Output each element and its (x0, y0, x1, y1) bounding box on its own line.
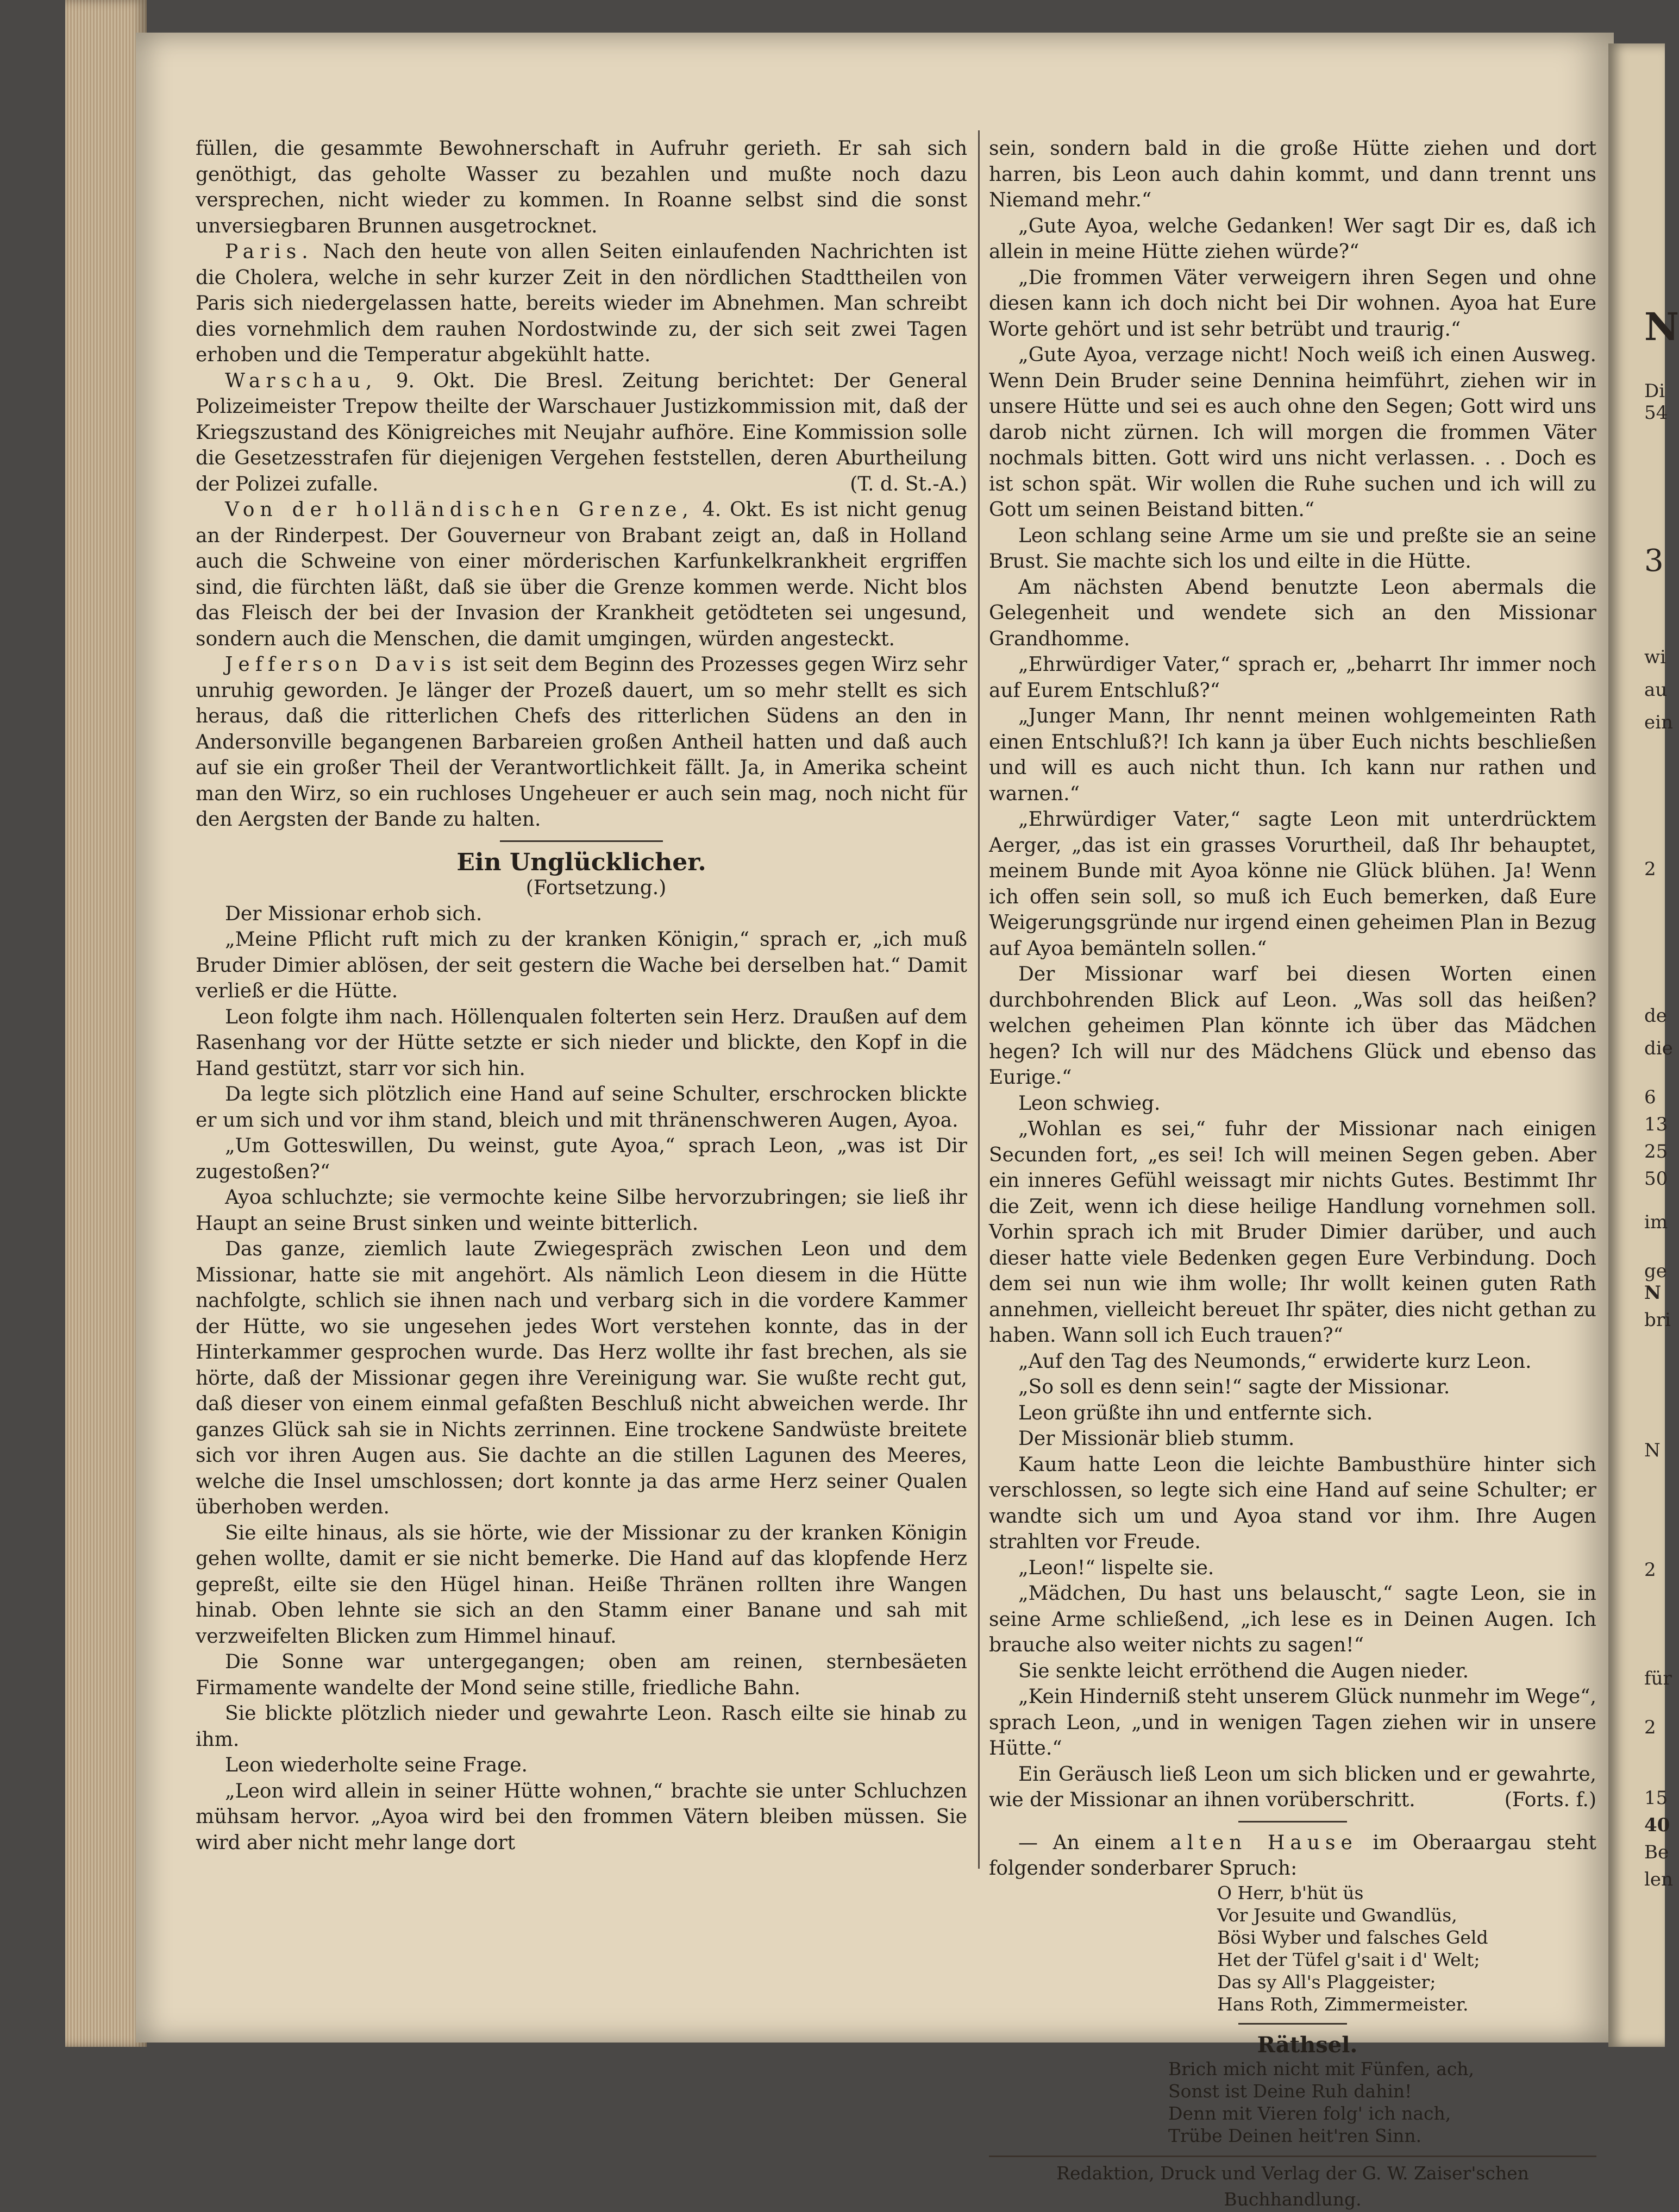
story-paragraph: „Leon!“ lispelte sie. (1018, 1556, 1214, 1579)
news-item-davis (196, 652, 967, 833)
spaced-text: alten Hause (1170, 1831, 1358, 1854)
story-paragraph: Leon schlang seine Arme um sie und preßte sie an seine Brust. Sie machte sich los und eilte in die Hütte. (989, 524, 1596, 573)
next-page-fragment: wi (1644, 646, 1666, 668)
next-page-fragment: 2 (1644, 858, 1656, 880)
story-paragraph: „Um Gotteswillen, Du weinst, gute Ayoa,“ sprach Leon, „was ist Dir zugestoßen?“ (196, 1135, 967, 1183)
story-text: Ein Geräusch ließ Leon um sich blicken und er gewahrte, wie der Missionar an ihnen vorüberschritt. (989, 1763, 1596, 1811)
next-page-fragment: len (1644, 1869, 1673, 1890)
column-divider (978, 130, 980, 1869)
story-paragraph: Sie eilte hinaus, als sie hörte, wie der Missionar zu der kranken Königin gehen wollte, damit er sie nicht bemerke. Die Hand auf das klopfende Herz gepreßt, eilte sie den Hügel hinan. Heiße Thränen rollten ihre Wangen hinab. Oben lehnte sie sich an den Stamm einer Banane und sah mit verzweifelten Blicken zum Himmel hinauf. (196, 1522, 967, 1648)
verse-line: O Herr, b'hüt üs (1217, 1882, 1364, 1903)
story-paragraph: Der Missionar warf bei diesen Worten einen durchbohrenden Blick auf Leon. „Was soll das heißen? welchen geheimen Plan könnte ich über das Mädchen hegen? Ich will nur des Mädchens Glück und ebenso das Eurige.“ (989, 963, 1596, 1089)
next-page-fragment: Di (1644, 380, 1665, 402)
news-text: Nach den heute von allen Seiten einlaufenden Nachrichten ist die Cholera, welche in sehr kurzer Zeit in den nördlichen Stadttheilen von Paris sich niedergelassen hatte, bereits wieder im Abnehmen. Man schreibt dies vornehmlich dem rauhen Nordostwinde zu, der sich seit zwei Tagen erhoben und die Temperatur abgekühlt hatte. (196, 241, 967, 366)
story-paragraph: „Wohlan es sei,“ fuhr der Missionar nach einigen Secunden fort, „es sei! Ich will meinen Segen geben. Aber ein inneres Gefühl weissagt mir nichts Gutes. Bestimmt Ihr die Zeit, wenn ich diese heilige Handlung vornehmen soll. Vorhin sprach ich mit Bruder Dimier darüber, und auch dieser hatte viele Bedenken gegen Eure Verbindung. Doch dem sei nun wie ihm wolle; Ihr wollt keinen guten Rath annehmen, vielleicht bereuet Ihr später, dies nicht gethan zu haben. Wann soll ich Euch trauen?“ (989, 1118, 1596, 1347)
house-saying-verse (1217, 1882, 1596, 2015)
imprint: Redaktion, Druck und Verlag der G. W. Zaiser'schen Buchhandlung. (1056, 2163, 1529, 2210)
left-column (196, 136, 967, 1856)
next-page-fragment: für (1644, 1668, 1672, 1689)
story-paragraph: Sie blickte plötzlich nieder und gewahrte Leon. Rasch eilte sie hinab zu ihm. (196, 1702, 967, 1751)
story-title: Ein Unglücklicher. (456, 848, 706, 876)
news-item-holland (196, 497, 967, 652)
next-page-fragment: N (1644, 1440, 1661, 1461)
story-paragraph: Der Missionär blieb stumm. (1018, 1428, 1295, 1450)
news-source: (T. d. St.-A.) (850, 473, 967, 495)
next-page-fragment: 3 (1644, 543, 1664, 579)
story-paragraph: „Gute Ayoa, welche Gedanken! Wer sagt Dir es, daß ich allein in meine Hütte ziehen würde?“ (989, 215, 1596, 263)
next-page-fragment: 15 (1644, 1787, 1668, 1809)
story-paragraph: Leon folgte ihm nach. Höllenqualen folterten sein Herz. Draußen auf dem Rasenhang vor der Hütte setzte er sich nieder und blickte, den Kopf in die Hand gestützt, starr vor sich hin. (196, 1006, 967, 1080)
riddle-title: Räthsel. (1257, 2032, 1358, 2058)
dash-text: — An einem (1018, 1831, 1155, 1854)
saying-intro (989, 1830, 1596, 1882)
story-paragraph: „Ehrwürdiger Vater,“ sagte Leon mit unterdrücktem Aerger, „das ist ein grasses Vorurtheil, daß Ihr behauptet, meinem Bunde mit Ayoa könne nie Glück blühen. Ja! Wenn ich offen sein soll, so muß ich Euch bemerken, daß Eure Weigerungsgründe nur irgend einen geheimen Plan in Bezug auf Ayoa bemänteln sollen.“ (989, 808, 1596, 960)
next-page-fragment: ein (1644, 712, 1673, 733)
story-paragraph: Leon schwieg. (1018, 1092, 1161, 1115)
story-paragraph: Die Sonne war untergegangen; oben am reinen, sternbesäeten Firmamente wandelte der Mond seine stille, friedliche Bahn. (196, 1651, 967, 1699)
verse-line: Sonst ist Deine Ruh dahin! (1168, 2081, 1412, 2102)
next-page-fragment: 40 (1644, 1814, 1670, 1836)
story-paragraph: Das ganze, ziemlich laute Zwiegespräch zwischen Leon und dem Missionar, hatte sie mit angehört. Als nämlich Leon diesem in die Hütte nachfolgte, schlich sie ihnen nach und verbarg sich in die vordere Kammer der Hütte, wo sie ungesehen jedes Wort verstehen konnte, das in der Hinterkammer gesprochen wurde. Das Herz wollte ihr fast brechen, als sie hörte, daß der Missionar gegen ihre Vereinigung war. Sie wußte recht gut, daß dieser von einem einmal gefaßten Beschluß nicht abweichen werde. Ihr ganzes Glück sah sie in Nichts zerrinnen. Eine trockene Sandwüste breitete sich vor ihren Augen aus. Sie dachte an die stillen Lagunen des Meeres, welche die Insel umschlossen; dort konnte ja das arme Herz seiner Qualen überhoben werden. (196, 1238, 967, 1518)
story-paragraph: Sie senkte leicht erröthend die Augen nieder. (1018, 1660, 1469, 1682)
news-text: ist seit dem Beginn des Prozesses gegen Wirz sehr unruhig geworden. Je länger der Prozeß dauert, um so mehr stellt es sich heraus, daß die ritterlichen Chefs des ritterlichen Südens an den in Andersonville begangenen Barbareien großen Antheil hatten und daß auch auf sie ein großer Theil der Verantwortlichkeit fällt. Ja, in Amerika scheint man den Wirz, so ein ruchloses Ungeheuer er auch sein mag, noch nicht für den Aergsten der Bande zu halten. (196, 653, 967, 831)
next-page-fragment: bri (1644, 1309, 1671, 1331)
dateline: Paris. (225, 241, 314, 263)
story-subtitle: (Fortsetzung.) (525, 877, 667, 899)
next-page-fragment: ge (1644, 1260, 1667, 1282)
story-paragraph: „Leon wird allein in seiner Hütte wohnen,“ brachte sie unter Schluchzen mühsam hervor. „Ayoa wird bei den frommen Vätern bleiben müssen. Sie wird aber nicht mehr lange dort (196, 1780, 967, 1854)
next-page-fragment: 2 (1644, 1717, 1656, 1738)
right-column (989, 136, 1596, 2212)
next-page-fragment: 6 (1644, 1086, 1656, 1108)
next-page-fragment: Be (1644, 1842, 1669, 1863)
news-text: 9. Okt. Die Bresl. Zeitung berichtet: Der General Polizeimeister Trepow theilte der Warschauer Justizkommission mit, daß der Kriegszustand des Königreiches mit Neujahr aufhöre. Eine Kommission solle die Gesetzesstrafen für diejenigen Vergehen feststellen, deren Aburtheilung der Polizei zufalle. (196, 369, 967, 495)
story-paragraph: Ayoa schluchzte; sie vermochte keine Silbe hervorzubringen; sie ließ ihr Haupt an seine Brust sinken und weinte bitterlich. (196, 1186, 967, 1235)
story-paragraph: Leon grüßte ihn und entfernte sich. (1018, 1402, 1373, 1424)
story-paragraph: Da legte sich plötzlich eine Hand auf seine Schulter, erschrocken blickte er um sich und vor ihm stand, bleich und mit thränenschweren Augen, Ayoa. (196, 1083, 967, 1132)
story-paragraph: „Meine Pflicht ruft mich zu der kranken Königin,“ sprach er, „ich muß Bruder Dimier ablösen, der seit gestern die Wache bei derselben hat.“ Damit verließ er die Hütte. (196, 928, 967, 1002)
section-rule (500, 840, 663, 842)
story-paragraph: Am nächsten Abend benutzte Leon abermals die Gelegenheit und wendete sich an den Missionar Grandhomme. (989, 576, 1596, 650)
next-page-fragment: im (1644, 1211, 1668, 1233)
news-item-warschau (196, 368, 967, 498)
dateline: Warschau, (225, 369, 378, 392)
story-paragraph: Der Missionar erhob sich. (225, 902, 483, 925)
verse-line: Bösi Wyber und falsches Geld (1217, 1926, 1488, 1948)
book-page-edges (65, 0, 147, 2047)
story-paragraph: „Auf den Tag des Neumonds,“ erwiderte kurz Leon. (1018, 1350, 1532, 1373)
story-paragraph: „Kein Hinderniß steht unserem Glück nunmehr im Wege“, sprach Leon, „und in wenigen Tagen ziehen wir in unsere Hütte.“ (989, 1686, 1596, 1759)
next-page-fragment: 13 (1644, 1114, 1668, 1135)
next-page-fragment: 54 (1644, 402, 1668, 424)
footer-rule (989, 2156, 1596, 2157)
next-page-fragment: 50 (1644, 1168, 1668, 1190)
verse-line: Vor Jesuite und Gwandlüs, (1217, 1904, 1457, 1926)
section-rule (1238, 2023, 1347, 2025)
story-paragraph: „Die frommen Väter verweigern ihren Segen und ohne diesen kann ich doch nicht bei Dir wohnen. Ayoa hat Eure Worte gehört und ist sehr betrübt und traurig.“ (989, 266, 1596, 341)
verse-line: Denn mit Vieren folg' ich nach, (1168, 2103, 1451, 2124)
verse-line: Trübe Deinen heit'ren Sinn. (1168, 2125, 1422, 2146)
news-item-paris (196, 239, 967, 368)
story-paragraph (989, 1762, 1596, 1813)
story-paragraph: „Gute Ayoa, verzage nicht! Noch weiß ich einen Ausweg. Wenn Dein Bruder seine Dennina heimführt, ziehen wir in unsere Hütte und sei es auch ohne den Segen; Gott wird uns darob nicht zürnen. Ich will morgen die frommen Väter nochmals bitten. Gott wird uns nicht verlassen. . . Doch es ist schon spät. Wir wollen die Ruhe suchen und ich will zu Gott um seinen Beistand bitten.“ (989, 344, 1596, 521)
story-paragraph: sein, sondern bald in die große Hütte ziehen und dort harren, bis Leon auch dahin kommt, und dann trennt uns Niemand mehr.“ (989, 137, 1596, 211)
next-page-fragment: 2 (1644, 1559, 1656, 1581)
next-page-fragment: de (1644, 1005, 1667, 1027)
dateline: Jefferson Davis (225, 653, 457, 676)
verse-line: Brich mich nicht mit Fünfen, ach, (1168, 2058, 1475, 2079)
next-page-fragment: au (1644, 679, 1668, 701)
story-paragraph: Kaum hatte Leon die leichte Bambusthüre hinter sich verschlossen, so legte sich eine Hand auf seine Schulter; er wandte sich um und Ayoa stand vor ihm. Ihre Augen strahlten vor Freude. (989, 1453, 1596, 1553)
riddle-verse (1168, 2058, 1596, 2147)
next-page-fragment: die (1644, 1038, 1673, 1059)
next-page-edge (1608, 43, 1679, 2047)
continuation-note: (Forts. f.) (1504, 1789, 1596, 1811)
verse-line: Het der Tüfel g'sait i d' Welt; (1217, 1949, 1480, 1970)
story-paragraph: „Junger Mann, Ihr nennt meinen wohlgemeinten Rath einen Entschluß?! Ich kann ja über Euch nichts beschließen und will es auch nicht thun. Ich kann nur rathen und warnen.“ (989, 705, 1596, 805)
story-paragraph: „Mädchen, Du hast uns belauscht,“ sagte Leon, sie in seine Arme schließend, „ich lese es in Deinen Augen. Ich brauche also weiter nichts zu sagen!“ (989, 1582, 1596, 1656)
verse-line: Das sy All's Plaggeister; (1217, 1971, 1436, 1993)
news-text: 4. Okt. Es ist nicht genug an der Rinderpest. Der Gouverneur von Brabant zeigt an, daß in Holland auch die Schweine von einer mörderischen Karfunkelkrankheit ergriffen sind, die fürchten läßt, daß sie über die Grenze kommen werde. Nicht blos das Fleisch der bei der Invasion der Krankheit getödteten sei ungesund, sondern auch die Menschen, die damit umgingen, würden angesteckt. (196, 499, 967, 650)
saying-text: im Oberaargau steht folgender sonderbarer Spruch: (989, 1831, 1596, 1880)
story-paragraph: Leon wiederholte seine Frage. (225, 1754, 528, 1776)
section-rule (1238, 1821, 1347, 1823)
next-page-fragment: N (1644, 304, 1679, 349)
dateline: Von der holländischen Grenze, (225, 499, 694, 521)
verse-line: Hans Roth, Zimmermeister. (1217, 1993, 1469, 2015)
next-page-fragment: N (1644, 1282, 1662, 1304)
story-paragraph: „So soll es denn sein!“ sagte der Missionar. (1018, 1376, 1450, 1398)
next-page-fragment: 25 (1644, 1141, 1668, 1162)
story-paragraph: „Ehrwürdiger Vater,“ sprach er, „beharrt Ihr immer noch auf Eurem Entschluß?“ (989, 653, 1596, 702)
news-paragraph: füllen, die gesammte Bewohnerschaft in Aufruhr gerieth. Er sah sich genöthigt, das geholte Wasser zu bezahlen und mußte noch dazu versprechen, nicht wieder zu kommen. In Roanne selbst sind die sonst unversiegbaren Brunnen ausgetrocknet. (196, 137, 967, 237)
